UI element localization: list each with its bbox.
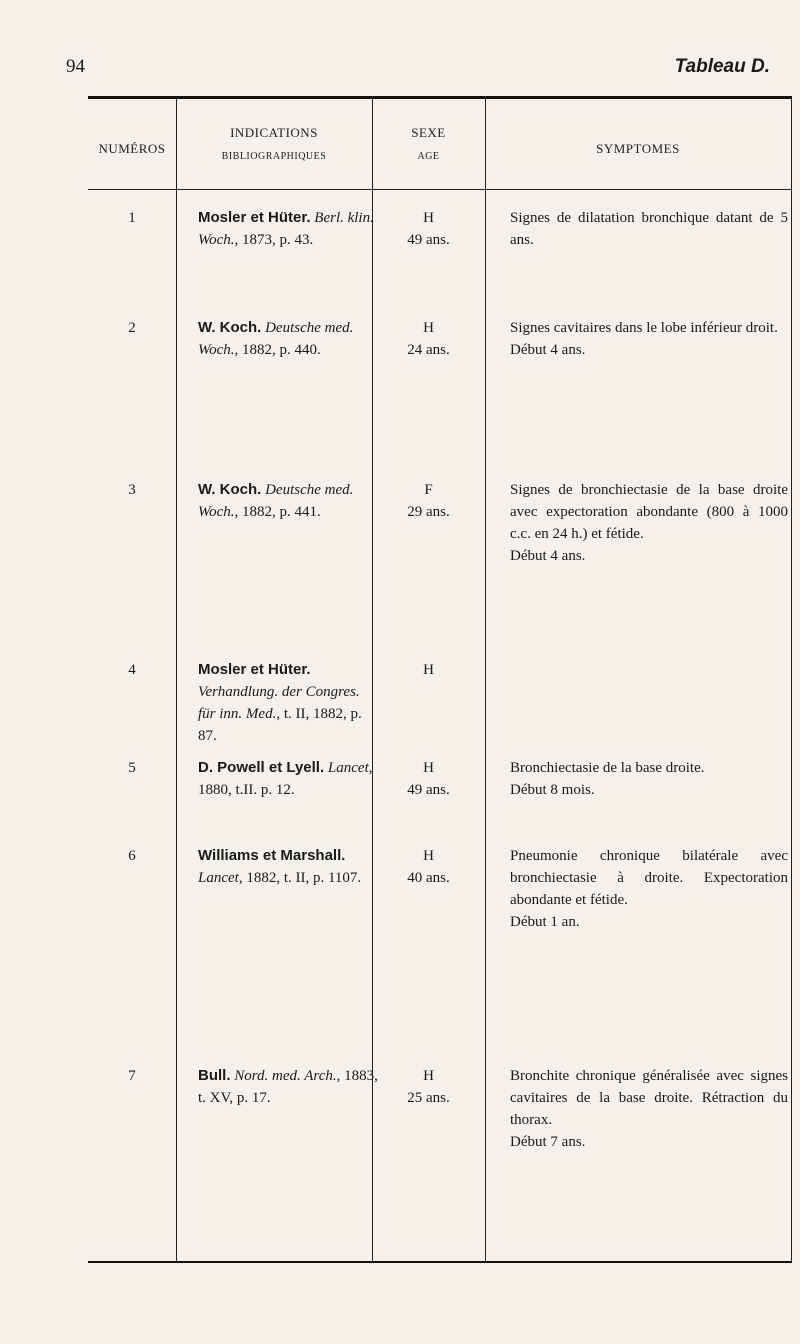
bibliography: Mosler et Hüter. Verhandlung. der Congres. für inn. Med., t. II, 1882, p. 87.	[198, 661, 362, 744]
sex-age: H 49 ans.	[407, 760, 450, 798]
bibliography: W. Koch. Deutsche med. Woch., 1882, p. 441.	[198, 481, 354, 520]
header-sexe-age: SEXE AGE	[411, 125, 446, 162]
page-header	[0, 56, 800, 86]
symptoms: Signes de bronchiectasie de la base droite avec expectoration abondante (800 à 1000 c.c. en 24 h.) et fétide. Début 4 ans.	[510, 482, 788, 564]
bibliography: Mosler et Hüter. Berl. klin. Woch., 1873, p. 43.	[198, 209, 374, 248]
running-title: Tableau D.	[674, 56, 770, 77]
case-number: 5	[128, 760, 136, 776]
symptoms: Pneumonie chronique bilatérale avec bronchiectasie à droite. Expectoration abondante et fétide. Début 1 an.	[510, 848, 788, 930]
header-indications: INDICATIONS BIBLIOGRAPHIQUES	[221, 125, 327, 162]
bibliography: Williams et Marshall. Lancet, 1882, t. II, p. 1107.	[198, 847, 362, 886]
header-rule	[88, 189, 792, 190]
case-number: 4	[128, 662, 136, 678]
sex-age: H 40 ans.	[407, 848, 450, 886]
case-number: 3	[128, 482, 136, 498]
column-divider	[176, 99, 177, 1261]
bibliography: W. Koch. Deutsche med. Woch., 1882, p. 440.	[198, 319, 354, 358]
page-number: 94	[66, 56, 85, 77]
case-number: 2	[128, 320, 136, 336]
sex-age: H	[423, 662, 434, 678]
symptoms: Bronchite chronique généralisée avec signes cavitaires de la base droite. Rétraction du thorax. Début 7 ans.	[510, 1068, 788, 1150]
column-divider	[485, 99, 486, 1261]
sex-age: H 49 ans.	[407, 210, 450, 248]
sex-age: F 29 ans.	[407, 482, 450, 520]
sex-age: H 25 ans.	[407, 1068, 450, 1106]
symptoms: Signes de dilatation bronchique datant de 5 ans.	[510, 210, 788, 248]
case-number: 7	[128, 1068, 136, 1084]
cases-table	[88, 96, 792, 1263]
column-divider	[791, 99, 792, 1261]
case-number: 1	[128, 210, 136, 226]
header-numeros: NUMÉROS	[98, 141, 166, 156]
bibliography: D. Powell et Lyell. Lancet, 1880, t.II. p. 12.	[198, 759, 373, 798]
sex-age: H 24 ans.	[407, 320, 450, 358]
bibliography: Bull. Nord. med. Arch., 1883, t. XV, p. 17.	[198, 1067, 378, 1106]
header-symptomes: SYMPTOMES	[596, 141, 680, 156]
symptoms: Bronchiectasie de la base droite. Début 8 mois.	[510, 760, 705, 798]
case-number: 6	[128, 848, 136, 864]
symptoms: Signes cavitaires dans le lobe inférieur droit. Début 4 ans.	[510, 320, 778, 358]
